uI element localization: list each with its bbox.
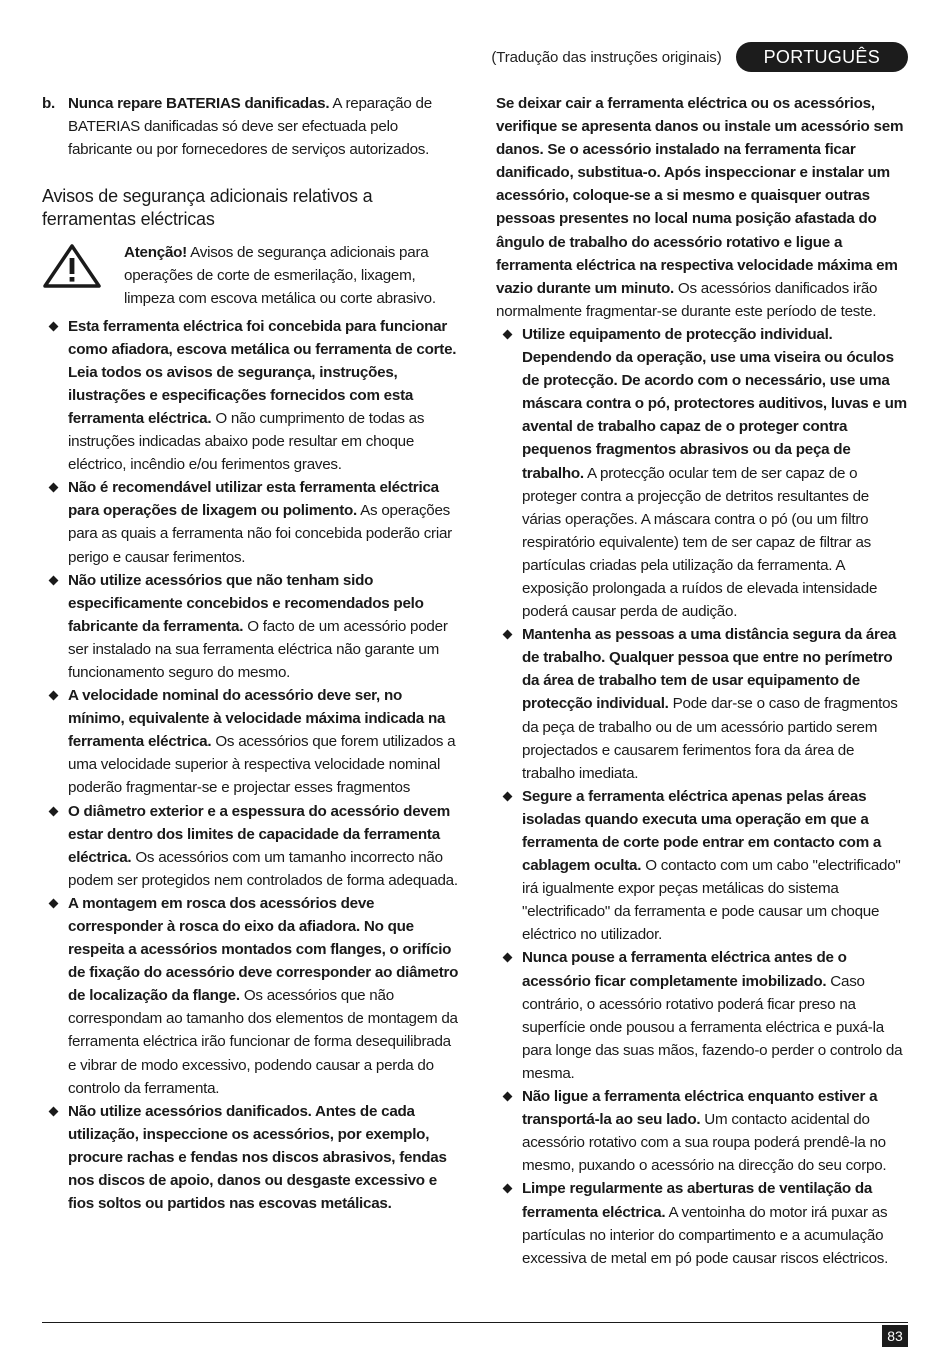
- item-body-text: O não cumprimento de todas as instruções indicadas abaixo pode resultar em choque eléctrico, incêndio e/ou ferimentos graves.: [68, 409, 425, 474]
- item-body-text: Os acessórios danificados irão normalmente fragmentar-se durante este período de teste.: [496, 279, 878, 320]
- item-body-text: Os acessórios com um tamanho incorrecto não podem ser protegidos nem controlados de forma adequada.: [68, 848, 458, 889]
- diamond-bullet-icon: [503, 791, 513, 801]
- list-item: [496, 623, 910, 785]
- warning-text: [124, 241, 462, 310]
- item-bold-text: Mantenha as pessoas a uma distância segura da área de trabalho. Qualquer pessoa que entre no perímetro da área de trabalho tem de usar equipamento de protecção individual.: [522, 626, 897, 713]
- page-header: [491, 42, 908, 72]
- item-body-text: O contacto com um cabo "electrificado" irá igualmente expor peças metálicas do sistema "electrificado" da ferramenta e pode causar um choque eléctrico no utilizador.: [522, 857, 901, 944]
- item-body-text: A reparação de BATERIAS danificadas só deve ser efectuada pelo fabricante ou por fornecedores de serviços autorizados.: [68, 95, 432, 159]
- item-body-text: O facto de um acessório poder ser instalado na sua ferramenta eléctrica não garante um funcionamento seguro do mesmo.: [68, 617, 448, 681]
- item-body-text: A protecção ocular tem de ser capaz de o proteger contra a projecção de detritos resultantes de várias operações. A máscara contra o pó (ou um filtro respiratório equivalente) tem de ser capaz de filtrar as partículas criadas pela utilização da ferramenta. A exposição prolongada a ruídos de elevada intensidade poderá causar perda de audição.: [522, 464, 878, 621]
- list-item: [42, 1100, 462, 1215]
- diamond-bullet-icon: [503, 329, 513, 339]
- warning-body-text: Avisos de segurança adicionais para operações de corte de esmerilação, lixagem, limpeza com escova metálica ou corte abrasivo.: [124, 244, 436, 308]
- list-item: [496, 946, 910, 1085]
- list-item: [42, 684, 462, 799]
- item-text: [68, 92, 462, 161]
- diamond-bullet-icon: [503, 1092, 513, 1102]
- left-column: [42, 92, 462, 1215]
- item-marker: b.: [42, 95, 55, 112]
- item-bold-text: Nunca repare BATERIAS danificadas.: [68, 95, 330, 112]
- warning-block: [42, 241, 462, 310]
- warning-triangle-icon: [42, 241, 124, 310]
- list-item: [42, 315, 462, 477]
- item-bold-text: Nunca pouse a ferramenta eléctrica antes de o acessório ficar completamente imobilizado.: [522, 949, 847, 990]
- footer-rule: [42, 1322, 908, 1323]
- language-badge: PORTUGUÊS: [736, 42, 908, 72]
- right-bullet-list: [496, 323, 910, 1270]
- item-body-text: Um contacto acidental do acessório rotativo com a sua roupa poderá prendê-la no mesmo, puxando o acessório na direcção do seu corpo.: [522, 1111, 887, 1175]
- continuation-paragraph: [496, 92, 910, 323]
- translation-note: (Tradução das instruções originais): [491, 48, 722, 66]
- list-item: [496, 1085, 910, 1177]
- section-heading: Avisos de segurança adicionais relativos a ferramentas eléctricas: [42, 186, 373, 230]
- item-bold-text: Esta ferramenta eléctrica foi concebida para funcionar como afiadora, escova metálica ou ferramenta de corte. Leia todos os avisos de segurança, instruções, ilustrações e especificações fornecidos com esta ferramenta eléctrica.: [68, 317, 457, 427]
- diamond-bullet-icon: [49, 575, 59, 585]
- item-body-text: Pode dar-se o caso de fragmentos da peça de trabalho ou de um acessório partido serem projectados e causarem ferimentos fora da área de trabalho imediata.: [522, 695, 898, 782]
- item-bold-text: O diâmetro exterior e a espessura do acessório devem estar dentro dos limites de capacidade da ferramenta eléctrica.: [68, 802, 451, 866]
- list-item: [42, 892, 462, 1100]
- item-bold-text: Não é recomendável utilizar esta ferramenta eléctrica para operações de lixagem ou polimento.: [68, 479, 439, 520]
- item-body-text: As operações para as quais a ferramenta não foi concebida poderão criar perigo e causar ferimentos.: [68, 502, 452, 566]
- item-bold-text: Segure a ferramenta eléctrica apenas pelas áreas isoladas quando executa uma operação em que a ferramenta de corte pode entrar em contacto com a cablagem oculta.: [522, 787, 882, 875]
- item-bold-text: A montagem em rosca dos acessórios deve corresponder à rosca do eixo da afiadora. No que respeita a acessórios montados com flanges, o orifício de fixação do acessório deve corresponder ao diâmetro de localização da flange.: [68, 894, 459, 1005]
- item-body-text: Caso contrário, o acessório rotativo poderá ficar preso na superfície onde pousou a ferramenta eléctrica e puxá-la para longe das suas mãos, fazendo-o perder o controlo da mesma.: [522, 972, 903, 1082]
- item-bold-text: Não utilize acessórios que não tenham sido especificamente concebidos e recomendados pelo fabricante da ferramenta.: [68, 571, 424, 635]
- right-column: [496, 92, 910, 1270]
- diamond-bullet-icon: [503, 1184, 513, 1194]
- diamond-bullet-icon: [49, 1106, 59, 1116]
- item-bold-text: A velocidade nominal do acessório deve ser, no mínimo, equivalente à velocidade máxima indicada na ferramenta eléctrica.: [68, 687, 446, 751]
- diamond-bullet-icon: [503, 630, 513, 640]
- diamond-bullet-icon: [49, 321, 59, 331]
- list-item: [42, 569, 462, 684]
- item-bold-text: Não utilize acessórios danificados. Antes de cada utilização, inspeccione os acessórios, por exemplo, procure rachas e fendas nos discos abrasivos, fendas nos discos de apoio, danos ou desgaste excessivo e fios soltos ou partidos nas escovas metálicas.: [68, 1102, 447, 1213]
- item-bold-text: Se deixar cair a ferramenta eléctrica ou os acessórios, verifique se apresenta danos ou instale um acessório sem danos. Se o acessório instalado na ferramenta ficar danificado, substitua-o. Após inspeccionar e instalar um acessório, coloque-se a si mesmo e quaisquer outras pessoas presentes no local numa posição afastada do ângulo de trabalho do acessório rotativo e ligue a ferramenta eléctrica na respectiva velocidade máxima em vazio durante um minuto.: [496, 95, 904, 297]
- diamond-bullet-icon: [49, 691, 59, 701]
- item-body-text: A ventoinha do motor irá puxar as partículas no interior do compartimento e a acumulação excessiva de metal em pó pode causar riscos eléctricos.: [522, 1203, 889, 1267]
- warning-bold-text: Atenção!: [124, 244, 187, 262]
- item-body-text: Os acessórios que forem utilizados a uma velocidade superior à respectiva velocidade nominal poderão fragmentar-se e projectar esses fragmentos: [68, 733, 456, 797]
- list-item-b: [42, 92, 462, 161]
- item-bold-text: Limpe regularmente as aberturas de ventilação da ferramenta eléctrica.: [522, 1180, 873, 1221]
- diamond-bullet-icon: [503, 953, 513, 963]
- list-item: [496, 1177, 910, 1269]
- diamond-bullet-icon: [49, 483, 59, 493]
- item-body-text: Os acessórios que não correspondam ao tamanho dos elementos de montagem da ferramenta eléctrica irão funcionar de forma desequilibrada e vibrar de modo excessivo, podendo causar a perda do controlo da ferramenta.: [68, 987, 458, 1097]
- item-bold-text: Utilize equipamento de protecção individual. Dependendo da operação, use uma viseira ou óculos de protecção. De acordo com o necessário, use uma máscara contra o pó, protectores auditivos, luvas e um avental de trabalho capaz de o proteger contra pequenos fragmentos abrasivos ou da peça de trabalho.: [522, 325, 907, 482]
- item-bold-text: Não ligue a ferramenta eléctrica enquanto estiver a transportá-la ao seu lado.: [522, 1088, 878, 1129]
- left-bullet-list: [42, 315, 462, 1216]
- diamond-bullet-icon: [49, 806, 59, 816]
- list-item: [42, 800, 462, 892]
- list-item: [496, 785, 910, 947]
- list-item: [42, 476, 462, 568]
- diamond-bullet-icon: [49, 898, 59, 908]
- page-number: 83: [882, 1325, 908, 1347]
- list-item: [496, 323, 910, 623]
